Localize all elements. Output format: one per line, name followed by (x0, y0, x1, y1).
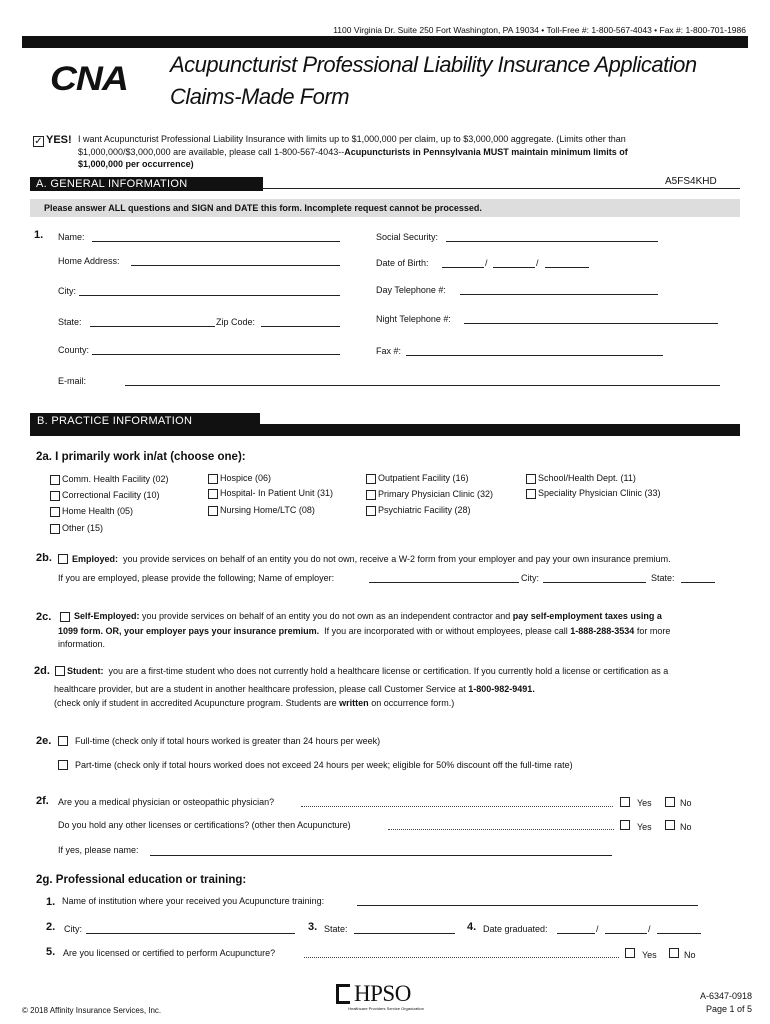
intro-line-3: $1,000,000 per occurrence) (78, 159, 194, 169)
state-field[interactable] (90, 326, 215, 327)
physician-no-checkbox[interactable] (665, 797, 675, 807)
intro-line-1: I want Acupuncturist Professional Liability Insurance with limits up to $1,000,000 per claim, up to $3,000,000 aggregate. (Limits other than (78, 134, 626, 144)
licensed-no-label: No (684, 950, 696, 960)
email-label: E-mail: (58, 376, 87, 386)
student-line-3: (check only if student in accredited Acupuncture program. Students are written on occurrence form.) (54, 698, 455, 708)
night-phone-label: Night Telephone #: (376, 314, 451, 324)
hpso-tagline: Healthcare Providers Service Organization (348, 1006, 424, 1011)
self-employed-checkbox[interactable] (60, 612, 70, 622)
graduated-year-field[interactable] (657, 933, 701, 934)
form-title: Acupuncturist Professional Liability Insurance Application (170, 52, 697, 77)
facility-checkbox[interactable] (50, 524, 60, 534)
graduated-slash-2: / (648, 924, 651, 934)
full-time-label: Full-time (check only if total hours worked is greater than 24 hours per week) (75, 736, 381, 746)
employed-checkbox[interactable] (58, 554, 68, 564)
employed-text: Employed: you provide services on behalf of an entity you do not own, receive a W-2 form from your employer and pay your own insurance premium. (72, 554, 671, 564)
employer-state-field[interactable] (681, 582, 715, 583)
cna-logo: CNA (50, 60, 128, 98)
city-label: City: (58, 286, 76, 296)
night-phone-field[interactable] (464, 323, 718, 324)
facility-checkbox[interactable] (50, 491, 60, 501)
dob-year-field[interactable] (545, 267, 589, 268)
q2e-number: 2e. (36, 735, 52, 747)
city-field[interactable] (79, 295, 340, 296)
graduated-label: Date graduated: (483, 924, 548, 934)
g5-number: 5. (46, 946, 56, 958)
facility-label: Hospice (06) (220, 473, 272, 483)
employer-label: If you are employed, please provide the following; Name of employer: (58, 573, 335, 583)
licenses-yes-checkbox[interactable] (620, 820, 630, 830)
hpso-wordmark: HPSO (354, 981, 411, 1006)
facility-checkbox[interactable] (50, 507, 60, 517)
facility-checkbox[interactable] (208, 474, 218, 484)
section-a-title: A. GENERAL INFORMATION (30, 177, 263, 191)
licenses-leader (388, 829, 614, 830)
intro-line-2: $1,000,000/$3,000,000 are available, please call 1-800-567-4043--Acupuncturists in Pennsylvania MUST maintain minimum limits of (78, 147, 628, 157)
licensed-yes-checkbox[interactable] (625, 948, 635, 958)
header-address: 1100 Virginia Dr. Suite 250 Fort Washington, PA 19034 • Toll-Free #: 1-800-567-4043 • Fax #: 1-800-701-1986 (333, 25, 746, 35)
physician-no-label: No (680, 798, 692, 808)
name-label: Name: (58, 232, 85, 242)
institution-field[interactable] (357, 905, 698, 906)
licensed-leader (304, 957, 619, 958)
licensed-question: Are you licensed or certified to perform Acupuncture? (63, 948, 276, 958)
home-address-field[interactable] (131, 265, 340, 266)
graduated-day-field[interactable] (605, 933, 647, 934)
student-line-2: healthcare provider, but are a student in another healthcare profession, please call Customer Service at 1-800-982-9491. (54, 684, 535, 694)
dob-month-field[interactable] (442, 267, 484, 268)
graduated-month-field[interactable] (557, 933, 595, 934)
notice-text: Please answer ALL questions and SIGN and DATE this form. Incomplete request cannot be processed. (44, 203, 482, 213)
facility-checkbox[interactable] (208, 506, 218, 516)
if-yes-field[interactable] (150, 855, 612, 856)
facility-checkbox[interactable] (366, 506, 376, 516)
name-field[interactable] (92, 241, 340, 242)
physician-question: Are you a medical physician or osteopathic physician? (58, 797, 275, 807)
fax-field[interactable] (406, 355, 663, 356)
q2g-heading: 2g. Professional education or training: (36, 874, 247, 886)
facility-label: Outpatient Facility (16) (378, 473, 469, 483)
day-phone-field[interactable] (460, 294, 658, 295)
facility-checkbox[interactable] (366, 474, 376, 484)
licensed-no-checkbox[interactable] (669, 948, 679, 958)
student-text: Student: you are a first-time student who does not currently hold a healthcare license or certification. If you currently hold a license or certification as a (67, 666, 669, 676)
facility-label: Correctional Facility (10) (62, 490, 160, 500)
facility-label: School/Health Dept. (11) (538, 473, 636, 483)
page-number: Page 1 of 5 (705, 1004, 752, 1014)
email-field[interactable] (125, 385, 720, 386)
g1-number: 1. (46, 896, 56, 908)
physician-yes-checkbox[interactable] (620, 797, 630, 807)
part-time-checkbox[interactable] (58, 760, 68, 770)
self-employed-text: Self-Employed: you provide services on behalf of an entity you do not own as an independent contractor and pay self-employment taxes using a (74, 611, 662, 621)
licenses-yes-label: Yes (637, 822, 652, 832)
state-label: State: (58, 317, 82, 327)
ssn-field[interactable] (446, 241, 658, 242)
form-code: A5FS4KHD (665, 176, 717, 187)
yes-label: YES! (46, 134, 72, 146)
copyright: © 2018 Affinity Insurance Services, Inc. (22, 1006, 162, 1015)
fax-label: Fax #: (376, 346, 402, 356)
facility-label: Nursing Home/LTC (08) (220, 505, 315, 515)
graduated-slash-1: / (596, 924, 599, 934)
section-b-title: B. PRACTICE INFORMATION (30, 413, 260, 429)
dob-label: Date of Birth: (376, 258, 429, 268)
self-employed-line-3: information. (58, 639, 106, 649)
g3-number: 3. (308, 921, 318, 933)
self-employed-line-2: 1099 form. OR, your employer pays your insurance premium. If you are incorporated with or without employees, please call 1-888-288-3534 for more (58, 626, 671, 636)
licenses-question: Do you hold any other licenses or certifications? (other then Acupuncture) (58, 820, 351, 830)
q2d-number: 2d. (34, 665, 50, 677)
facility-label: Hospital- In Patient Unit (31) (220, 488, 334, 498)
q1-number: 1. (34, 229, 44, 241)
dob-slash-2: / (536, 258, 539, 268)
yes-checkbox[interactable]: ✓ (34, 136, 43, 147)
school-city-field[interactable] (86, 933, 295, 934)
zip-field[interactable] (261, 326, 340, 327)
facility-checkbox[interactable] (366, 490, 376, 500)
licenses-no-checkbox[interactable] (665, 820, 675, 830)
school-city-label: City: (64, 924, 82, 934)
facility-checkbox[interactable] (526, 489, 536, 499)
physician-leader (301, 806, 613, 807)
q2a-heading: 2a. I primarily work in/at (choose one): (36, 451, 246, 463)
facility-label: Other (15) (62, 523, 104, 533)
ssn-label: Social Security: (376, 232, 439, 242)
g2-number: 2. (46, 921, 56, 933)
day-phone-label: Day Telephone #: (376, 285, 446, 295)
school-state-field[interactable] (354, 933, 455, 934)
facility-label: Psychiatric Facility (28) (378, 505, 471, 515)
part-time-label: Part-time (check only if total hours worked does not exceed 24 hours per week; eligible for 50% discount off the full-time rate) (75, 760, 573, 770)
if-yes-label: If yes, please name: (58, 845, 139, 855)
full-time-checkbox[interactable] (58, 736, 68, 746)
employer-field[interactable] (369, 582, 519, 583)
employer-state-label: State: (651, 573, 675, 583)
hpso-mark-icon (336, 984, 350, 1004)
licensed-yes-label: Yes (642, 950, 657, 960)
facility-checkbox[interactable] (526, 474, 536, 484)
school-state-label: State: (324, 924, 348, 934)
hpso-logo (336, 983, 436, 1013)
form-number: A-6347-0918 (699, 991, 752, 1001)
county-label: County: (58, 345, 90, 355)
facility-checkbox[interactable] (208, 489, 218, 499)
form-subtitle: Claims-Made Form (170, 84, 350, 109)
facility-checkbox[interactable] (50, 475, 60, 485)
q2c-number: 2c. (36, 611, 52, 623)
employer-city-label: City: (521, 573, 539, 583)
g4-number: 4. (467, 921, 477, 933)
home-address-label: Home Address: (58, 256, 120, 266)
facility-label: Primary Physician Clinic (32) (378, 489, 494, 499)
institution-label: Name of institution where your received you Acupuncture training: (62, 896, 325, 906)
employer-city-field[interactable] (543, 582, 646, 583)
zip-label: Zip Code: (216, 317, 256, 327)
facility-label: Comm. Health Facility (02) (62, 474, 169, 484)
county-field[interactable] (92, 354, 340, 355)
student-checkbox[interactable] (55, 666, 65, 676)
dob-slash-1: / (485, 258, 488, 268)
facility-label: Home Health (05) (62, 506, 134, 516)
header-bar (22, 36, 748, 48)
q2b-number: 2b. (36, 552, 52, 564)
q2f-number: 2f. (36, 795, 49, 807)
physician-yes-label: Yes (637, 798, 652, 808)
licenses-no-label: No (680, 822, 692, 832)
facility-label: Speciality Physician Clinic (33) (538, 488, 661, 498)
dob-day-field[interactable] (493, 267, 535, 268)
